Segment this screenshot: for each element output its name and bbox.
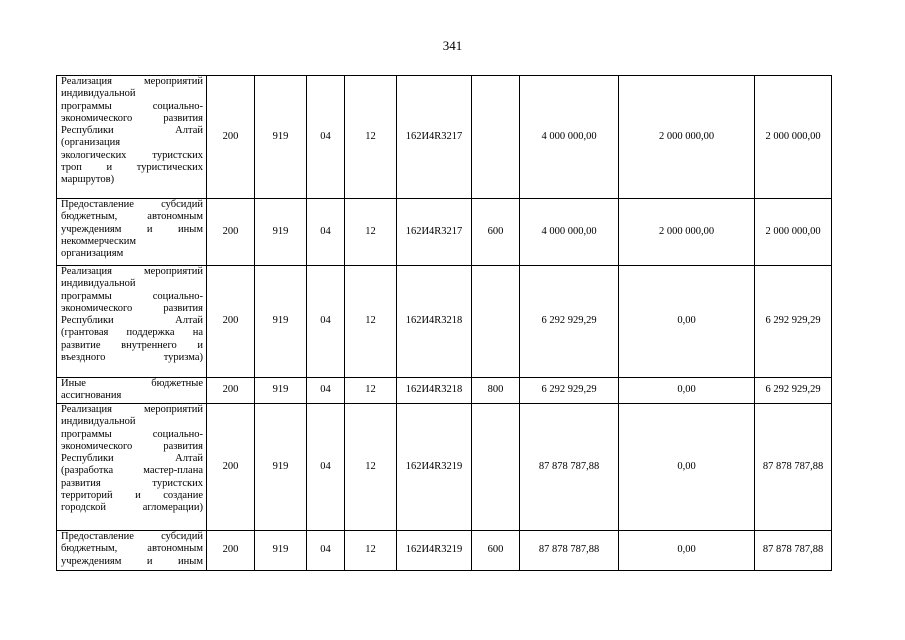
ministry-code-cell: 919 xyxy=(255,404,307,531)
subsection-cell: 12 xyxy=(345,266,397,378)
item-name-line: бюджетным, автономным xyxy=(61,211,203,223)
budget-table xyxy=(56,75,832,571)
sum-year3-cell: 87 878 787,88 xyxy=(755,531,832,571)
sum-year2-cell: 2 000 000,00 xyxy=(619,76,755,199)
item-name-line: Республики Алтай xyxy=(61,315,203,327)
item-name-cell xyxy=(57,378,207,404)
grbs-cell: 200 xyxy=(207,531,255,571)
grbs-cell: 200 xyxy=(207,404,255,531)
item-name-line: (грантовая поддержка на xyxy=(61,327,203,339)
sum-year2-cell: 0,00 xyxy=(619,531,755,571)
item-name-line: программы социально- xyxy=(61,428,203,440)
subsection-cell: 12 xyxy=(345,378,397,404)
item-name-cell xyxy=(57,76,207,199)
target-item-cell: 162И4R3219 xyxy=(397,531,472,571)
ministry-code-cell: 919 xyxy=(255,266,307,378)
item-name-line: Республики Алтай xyxy=(61,453,203,465)
item-name-line: программы социально- xyxy=(61,100,203,112)
sum-year2-cell: 0,00 xyxy=(619,266,755,378)
section-cell: 04 xyxy=(307,76,345,199)
item-name-line: Иные бюджетные xyxy=(61,378,203,389)
table-body xyxy=(57,76,832,571)
item-name-line: учреждениям и иным xyxy=(61,555,203,567)
expense-type-cell xyxy=(472,404,520,531)
item-name-line: экономического развития xyxy=(61,302,203,314)
subsection-cell: 12 xyxy=(345,531,397,571)
sum-total-cell: 87 878 787,88 xyxy=(520,531,619,571)
expense-type-cell: 800 xyxy=(472,378,520,404)
table-row xyxy=(57,378,832,404)
grbs-cell: 200 xyxy=(207,76,255,199)
expense-type-cell: 600 xyxy=(472,531,520,571)
item-name-line: экологических туристских xyxy=(61,149,203,161)
sum-year2-cell: 2 000 000,00 xyxy=(619,199,755,266)
item-name-line: территорий и создание xyxy=(61,490,203,502)
item-name-line: индивидуальной xyxy=(61,278,136,290)
item-name-line: организациям xyxy=(61,248,124,260)
grbs-cell: 200 xyxy=(207,378,255,404)
item-name-line: индивидуальной xyxy=(61,88,136,100)
subsection-cell: 12 xyxy=(345,76,397,199)
sum-year3-cell: 6 292 929,29 xyxy=(755,266,832,378)
target-item-cell: 162И4R3217 xyxy=(397,76,472,199)
item-name-line: учреждениям и иным xyxy=(61,223,203,235)
sum-total-cell: 4 000 000,00 xyxy=(520,199,619,266)
item-name-line: Предоставление субсидий xyxy=(61,199,203,210)
sum-year3-cell: 87 878 787,88 xyxy=(755,404,832,531)
expense-type-cell xyxy=(472,76,520,199)
item-name-line: экономического развития xyxy=(61,112,203,124)
ministry-code-cell: 919 xyxy=(255,76,307,199)
sum-year2-cell: 0,00 xyxy=(619,404,755,531)
item-name-line: некоммерческим xyxy=(61,235,137,247)
item-name-line: Предоставление субсидий xyxy=(61,531,203,542)
item-name-line: (разработка мастер-плана xyxy=(61,465,203,477)
section-cell: 04 xyxy=(307,404,345,531)
target-item-cell: 162И4R3218 xyxy=(397,266,472,378)
item-name-cell xyxy=(57,199,207,266)
target-item-cell: 162И4R3219 xyxy=(397,404,472,531)
section-cell: 04 xyxy=(307,266,345,378)
table-row xyxy=(57,199,832,266)
section-cell: 04 xyxy=(307,378,345,404)
table-row xyxy=(57,76,832,199)
expense-type-cell: 600 xyxy=(472,199,520,266)
subsection-cell: 12 xyxy=(345,199,397,266)
item-name-line: развитие внутреннего и xyxy=(61,339,203,351)
section-cell: 04 xyxy=(307,199,345,266)
table-row xyxy=(57,404,832,531)
item-name-line: ассигнования xyxy=(61,390,122,402)
sum-year2-cell: 0,00 xyxy=(619,378,755,404)
subsection-cell: 12 xyxy=(345,404,397,531)
target-item-cell: 162И4R3218 xyxy=(397,378,472,404)
section-cell: 04 xyxy=(307,531,345,571)
page-number: 341 xyxy=(442,38,463,53)
sum-total-cell: 6 292 929,29 xyxy=(520,266,619,378)
item-name-line: маршрутов) xyxy=(61,174,115,186)
expense-type-cell xyxy=(472,266,520,378)
sum-total-cell: 87 878 787,88 xyxy=(520,404,619,531)
ministry-code-cell: 919 xyxy=(255,378,307,404)
ministry-code-cell: 919 xyxy=(255,199,307,266)
table-row xyxy=(57,531,832,571)
sum-total-cell: 6 292 929,29 xyxy=(520,378,619,404)
item-name-line: троп и туристических xyxy=(61,162,203,174)
item-name-cell xyxy=(57,404,207,531)
table-row xyxy=(57,266,832,378)
item-name-line: городской агломерации) xyxy=(61,502,203,514)
sum-year3-cell: 6 292 929,29 xyxy=(755,378,832,404)
target-item-cell: 162И4R3217 xyxy=(397,199,472,266)
item-name-cell xyxy=(57,266,207,378)
sum-year3-cell: 2 000 000,00 xyxy=(755,199,832,266)
item-name-line: Республики Алтай xyxy=(61,125,203,137)
item-name-line: Реализация мероприятий xyxy=(61,404,203,415)
sum-year3-cell: 2 000 000,00 xyxy=(755,76,832,199)
item-name-line: индивидуальной xyxy=(61,416,136,428)
item-name-line: развития туристских xyxy=(61,477,203,489)
sum-total-cell: 4 000 000,00 xyxy=(520,76,619,199)
item-name-cell xyxy=(57,531,207,571)
ministry-code-cell: 919 xyxy=(255,531,307,571)
item-name-line: въездного туризма) xyxy=(61,352,203,364)
item-name-line: программы социально- xyxy=(61,290,203,302)
grbs-cell: 200 xyxy=(207,199,255,266)
item-name-line: бюджетным, автономным xyxy=(61,543,203,555)
grbs-cell: 200 xyxy=(207,266,255,378)
item-name-line: Реализация мероприятий xyxy=(61,266,203,277)
item-name-line: экономического развития xyxy=(61,440,203,452)
item-name-line: Реализация мероприятий xyxy=(61,76,203,87)
item-name-line: (организация xyxy=(61,137,121,149)
